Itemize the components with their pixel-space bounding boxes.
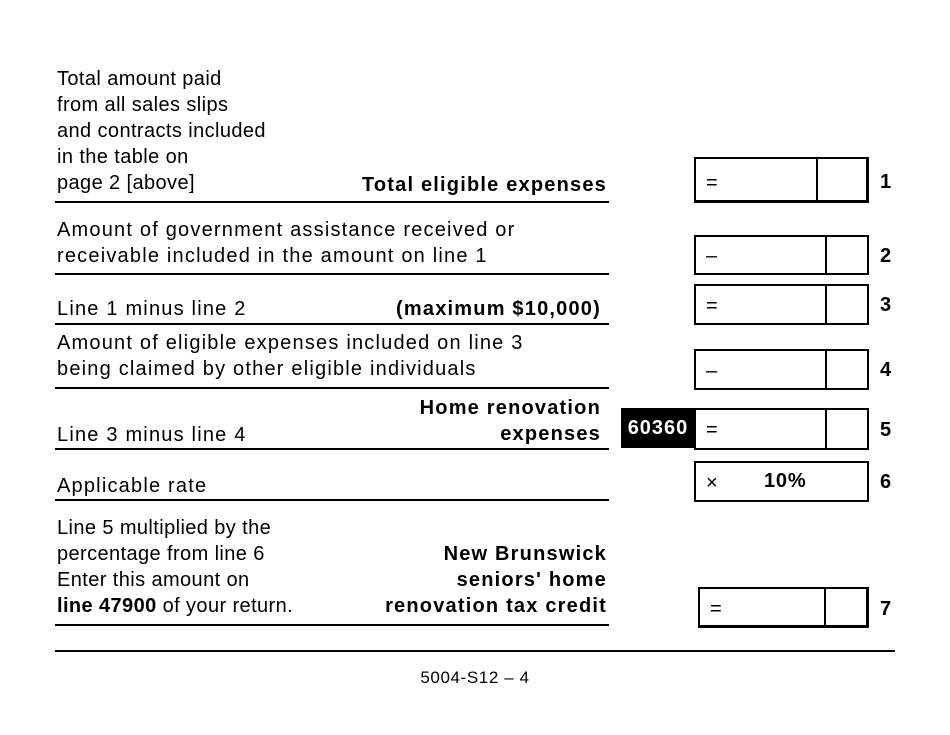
line7-number: 7 [880, 598, 892, 620]
line1-cents-divider [816, 159, 818, 200]
line6-rate-box [694, 461, 869, 502]
line4-amount-box[interactable] [694, 349, 869, 390]
line5-rule [55, 448, 609, 450]
line7-operator: = [710, 598, 722, 620]
line7-cents-divider [824, 589, 826, 625]
line4-rule [55, 387, 609, 389]
line3-amount-box[interactable] [694, 284, 869, 325]
line1-number: 1 [880, 171, 892, 193]
line3-number: 3 [880, 294, 892, 316]
line4-operator: – [706, 360, 718, 382]
line6-number: 6 [880, 471, 892, 493]
line5-amount-box[interactable] [694, 408, 869, 450]
footer-rule [55, 650, 895, 652]
line1-description: Total amount paid from all sales slips and contracts included in the table on page 2 [above] [57, 68, 266, 194]
line3-rule [55, 323, 609, 325]
line6-rate: 10% [764, 470, 807, 492]
line5-description: Line 3 minus line 4 [57, 424, 247, 446]
line1-operator: = [706, 172, 718, 194]
line4-number: 4 [880, 359, 892, 381]
line2-amount-box[interactable] [694, 235, 869, 275]
line2-rule [55, 273, 609, 275]
line2-description: Amount of government assistance received or receivable included in the amount on line 1 [57, 219, 516, 267]
line5-operator: = [706, 419, 718, 441]
line1-label: Total eligible expenses [361, 174, 607, 196]
line4-description: Amount of eligible expenses included on line 3 being claimed by other eligible individuals [57, 332, 524, 380]
line2-operator: – [706, 245, 718, 267]
line7-label: New Brunswick seniors' home renovation tax credit [385, 543, 607, 617]
line7-return-line: line 47900 [57, 595, 157, 617]
line5-label: Home renovation expenses [419, 397, 601, 445]
line2-number: 2 [880, 245, 892, 267]
line7-amount-box[interactable] [698, 587, 869, 628]
line1-rule [55, 201, 609, 203]
line5-number: 5 [880, 419, 892, 441]
line4-cents-divider [825, 351, 827, 388]
line1-amount-box[interactable] [694, 157, 869, 203]
line3-label: (maximum $10,000) [396, 298, 601, 320]
line2-cents-divider [825, 237, 827, 273]
line5-field-code: 60360 [621, 408, 695, 448]
line6-operator: × [706, 472, 718, 494]
line3-description: Line 1 minus line 2 [57, 298, 247, 320]
line6-description: Applicable rate [57, 475, 208, 497]
line3-operator: = [706, 295, 718, 317]
line6-rule [55, 499, 609, 501]
page-footer: 5004-S12 – 4 [420, 668, 530, 687]
line7-rule [55, 624, 609, 626]
line7-description: Line 5 multiplied by the percentage from line 6 Enter this amount on line 47900 of your return. [57, 517, 294, 617]
line3-cents-divider [825, 286, 827, 323]
line5-cents-divider [825, 410, 827, 448]
